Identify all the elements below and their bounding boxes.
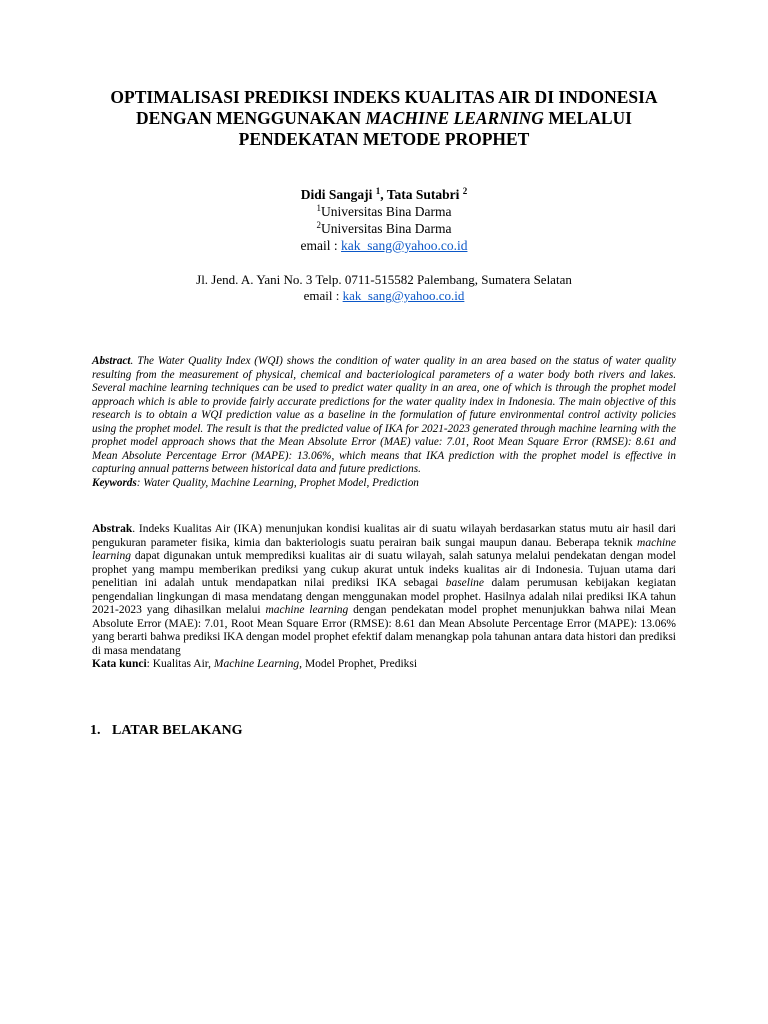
abstract-indonesian-p3: dalam perumusan kebijakan kegiatan pengendalian lingkungan di masa mendatang dengan menggunakan model prophet. Hasilnya adalah nilai prediksi IKA tahun 2021-2023 yang dihasilkan melalui — [92, 577, 676, 616]
address-line: Jl. Jend. A. Yani No. 3 Telp. 0711-515582 Palembang, Sumatera Selatan — [196, 272, 572, 287]
keywords-indonesian-text-b: Model Prophet, Prediksi — [302, 658, 418, 670]
author-separator: , — [380, 187, 387, 202]
abstract-indonesian-p2-italic: baseline — [445, 577, 485, 589]
affiliation-1 — [100, 203, 668, 220]
section-title: LATAR BELAKANG — [112, 723, 243, 738]
author-email-label: email : — [300, 238, 342, 253]
author-1-sup: 1 — [375, 186, 381, 196]
paper-title — [60, 87, 708, 150]
keywords-indonesian-lead: Kata kunci — [92, 658, 147, 670]
keywords-english-text: : Water Quality, Machine Learning, Prophet Model, Prediction — [136, 476, 419, 489]
abstract-indonesian-lead: Abstrak — [92, 523, 133, 535]
author-email-line — [100, 237, 668, 254]
address-email-link[interactable]: kak_sang@yahoo.co.id — [342, 288, 465, 303]
keywords-indonesian — [92, 658, 676, 672]
abstract-indonesian-body — [92, 523, 676, 658]
abstract-english-text: . The Water Quality Index (WQI) shows the condition of water quality in an area based on the status of water quality resulting from the measurement of physical, chemical and bacteriological parameters of a water body both rivers and lakes. Several machine learning techniques can be used to predict water quality in an area, one of which is through the prophet model approach which is able to provide fairly accurate predictions for the water quality index in Indonesia. The main objective of this research is to obtain a WQI prediction value as a baseline in the formulation of future environmental control activity policies using the prophet model. The result is that the predicted value of IKA for 2021-2023 generated through machine learning with the prophet model approach shows that the Mean Absolute Error (MAE) value: 7.01, Root Mean Square Error (RMSE): 8.61 and Mean Absolute Percentage Error (MAPE): 13.06%, which means that IKA prediction with the prophet model is effective in capturing annual patterns between historical data and future predictions. — [92, 355, 676, 475]
author-2-sup: 2 — [462, 186, 468, 196]
author-names — [100, 186, 668, 203]
abstract-english-lead: Abstract — [92, 355, 131, 367]
title-line-2-italic: MACHINE LEARNING — [365, 108, 544, 128]
keywords-english-lead: Keywords — [92, 476, 137, 489]
title-line-2 — [60, 108, 708, 129]
affiliation-1-text: Universitas Bina Darma — [321, 204, 452, 219]
keywords-english — [92, 477, 676, 491]
author-block — [100, 186, 668, 254]
abstract-english — [92, 355, 676, 490]
abstract-english-body — [92, 355, 676, 477]
affiliation-2 — [100, 220, 668, 237]
abstract-indonesian-p4: dengan pendekatan model prophet menunjukkan bahwa nilai Mean Absolute Error (MAE): 7.01, Root Mean Square Error (RMSE): 8.61 dan Mean Absolute Percentage Error (MAPE): 13.06% yang berarti bahwa prediksi IKA dengan model prophet efektif dalam menangkap pola tahunan antara data histori dan prediksi di masa mendatang — [92, 604, 676, 657]
title-line-2-start: DENGAN MENGGUNAKAN — [136, 108, 366, 128]
abstract-indonesian-p1-italic: machine learning — [92, 536, 676, 562]
author-2: Tata Sutabri — [386, 187, 463, 202]
title-line-2-end: MELALUI — [543, 108, 632, 128]
abstract-indonesian-p2: dapat digunakan untuk memprediksi kualitas air di suatu wilayah, salah satunya melalui pendekatan dengan model prophet yang mampu memberikan prediksi yang cukup akurat untuk indeks kualitas air di Indonesia. Tujuan utama dari penelitian ini adalah untuk mendapatkan nilai prediksi IKA sebagai — [92, 550, 676, 589]
keywords-indonesian-text-a: : Kualitas Air, — [146, 658, 214, 670]
affiliation-2-text: Universitas Bina Darma — [321, 221, 452, 236]
author-email-link[interactable]: kak_sang@yahoo.co.id — [341, 238, 468, 253]
affiliation-2-sup: 2 — [316, 220, 322, 230]
abstract-indonesian-p1: . Indeks Kualitas Air (IKA) menunjukan kondisi kualitas air di suatu wilayah berdasarkan status mutu air hasil dari pengukuran parameter fisika, kimia dan bakteriologis suatu perairan baik sungai maupun danau. Beberapa teknik — [92, 523, 676, 549]
address-block — [100, 272, 668, 304]
title-line-1: OPTIMALISASI PREDIKSI INDEKS KUALITAS AIR DI INDONESIA — [110, 87, 658, 107]
section-number: 1. — [90, 723, 101, 738]
affiliation-1-sup: 1 — [316, 203, 322, 213]
author-1: Didi Sangaji — [300, 187, 376, 202]
abstract-indonesian-p3-italic: machine learning — [265, 604, 349, 616]
address-email-label: email : — [303, 288, 343, 303]
abstract-indonesian — [92, 523, 676, 672]
section-heading — [90, 722, 243, 740]
address-email-line — [100, 288, 668, 304]
title-line-3: PENDEKATAN METODE PROPHET — [238, 129, 530, 149]
keywords-indonesian-italic: Machine Learning, — [213, 658, 303, 670]
